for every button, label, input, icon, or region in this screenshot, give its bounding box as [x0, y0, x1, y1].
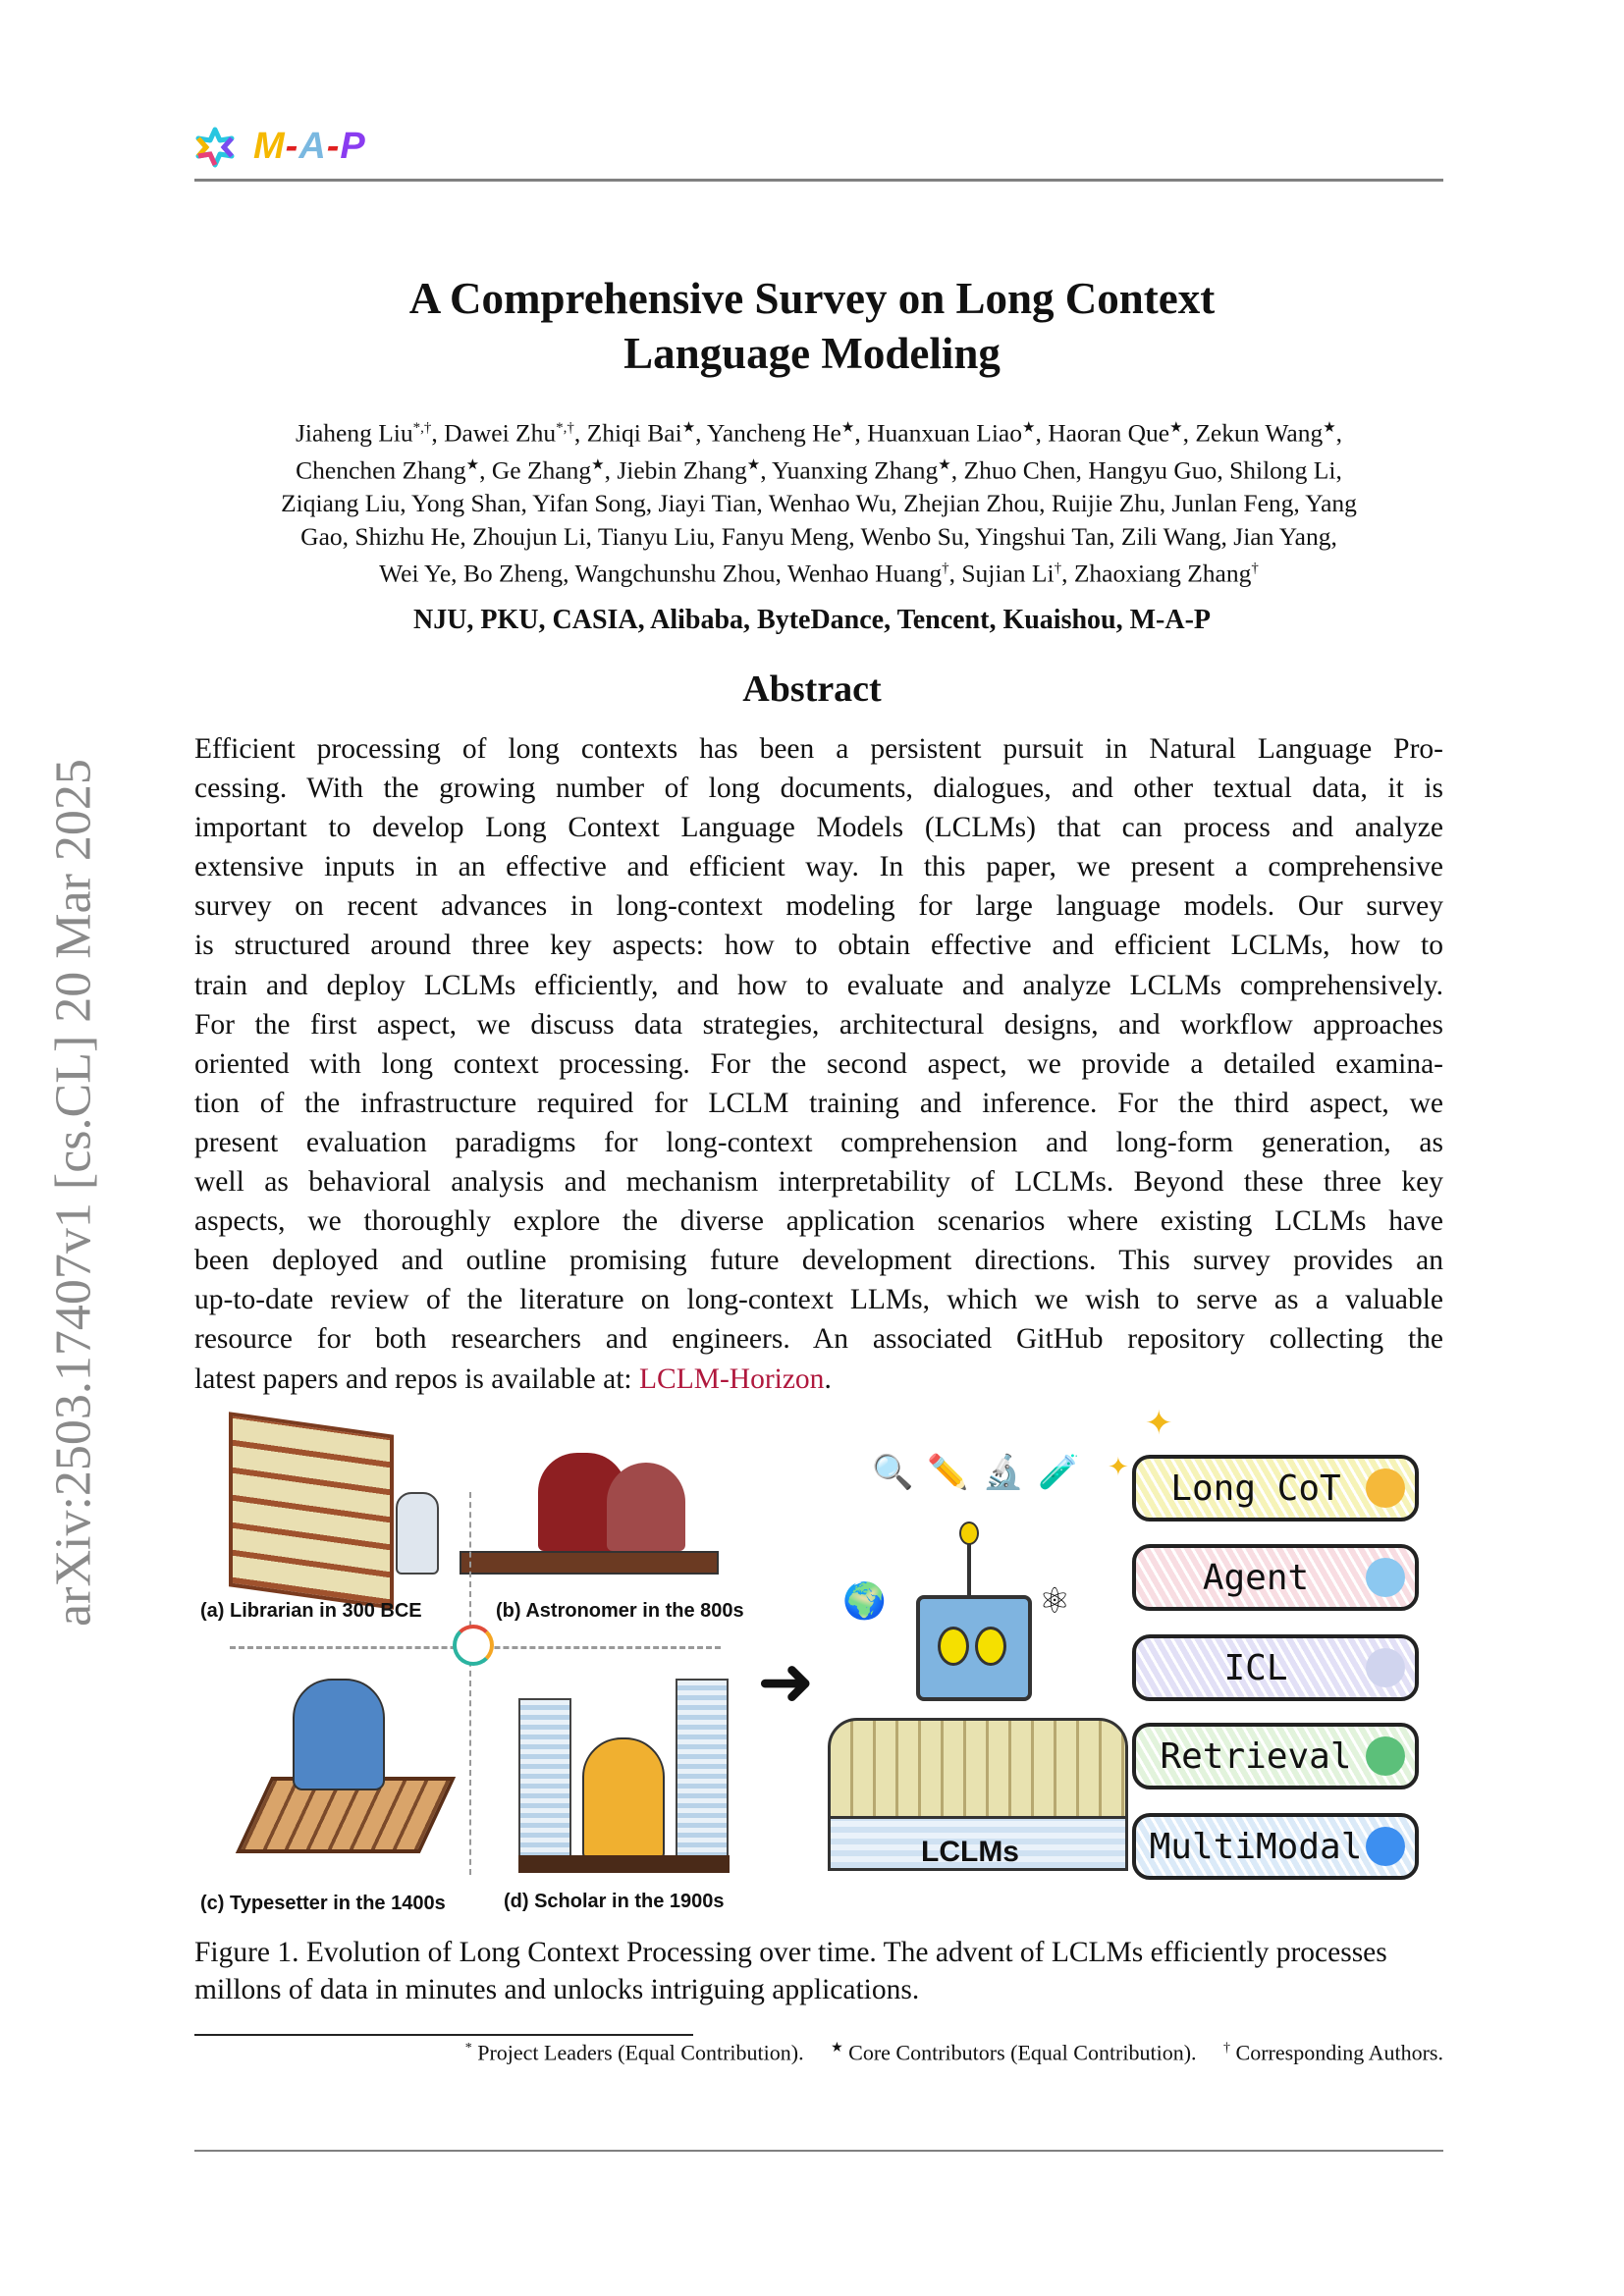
application-agent — [1132, 1544, 1419, 1611]
molecule-icon — [1366, 1558, 1405, 1597]
paper-title — [0, 271, 1624, 381]
gauge-icon — [453, 1625, 494, 1666]
author-name: Chenchen Zhang — [296, 455, 466, 485]
author-name: Wenhao Huang — [786, 559, 943, 588]
author-name: Zhiqi Bai — [586, 418, 682, 448]
author-line: Jiaheng Liu*,†, Dawei Zhu*,†, Zhiqi Bai★, Yancheng He★, Huanxuan Liao★, Haoran Que★, Zekun Wang★, — [295, 418, 1343, 448]
sparkle-icon: ✦ — [1108, 1453, 1129, 1481]
abstract-line: is structured around three key aspects: how to obtain effective and efficient LCLMs, how to — [194, 930, 1443, 962]
application-label: Retrieval — [1160, 1735, 1352, 1777]
map-star-icon — [194, 127, 236, 168]
author-name: Huanxuan Liao — [867, 418, 1022, 448]
abstract-line: Efficient processing of long contexts has been a persistent pursuit in Natural Language Pro- — [194, 733, 1443, 765]
abstract-line: been deployed and outline promising future development directions. This survey provides an — [194, 1245, 1443, 1277]
librarian-illustration — [229, 1412, 394, 1610]
scholar-figure — [582, 1737, 665, 1859]
abstract-line: well as behavioral analysis and mechanism interpretability of LCLMs. Beyond these three key — [194, 1166, 1443, 1199]
typesetter-figure — [293, 1679, 385, 1790]
abstract-line — [194, 1360, 1443, 1399]
abstract-line: oriented with long context processing. For the second aspect, we provide a detailed examina- — [194, 1047, 1443, 1080]
panel-label-c: (c) Typesetter in the 1400s — [200, 1893, 446, 1914]
abstract-line: tion of the infrastructure required for LCLM training and inference. For the third aspect, we — [194, 1087, 1443, 1119]
atom-icon: ⚛ — [1039, 1581, 1071, 1621]
author-name: Ge Zhang — [491, 455, 592, 485]
footer-rule — [194, 2150, 1443, 2152]
abstract-line: up-to-date review of the literature on long-context LLMs, which we wish to serve as a valuable — [194, 1284, 1443, 1316]
panel-divider — [469, 1492, 471, 1875]
author-name: Shilong Li — [1229, 455, 1336, 485]
footnote-item: Project Leaders (Equal Contribution). — [471, 2040, 804, 2065]
footnote-item: Core Contributors (Equal Contribution). — [842, 2040, 1197, 2065]
author-name: Zhaoxiang Zhang — [1073, 559, 1252, 588]
author-name: Bo Zheng — [462, 559, 564, 588]
application-icl — [1132, 1634, 1419, 1701]
author-name: Zekun Wang — [1195, 418, 1324, 448]
figure-caption: Figure 1. Evolution of Long Context Processing over time. The advent of LCLMs efficiently processes millons of data in minutes and unlocks intriguing applications. — [194, 1937, 1387, 2005]
author-name: Sujian Li — [961, 559, 1055, 588]
application-label: MultiModal — [1149, 1826, 1363, 1867]
author-line: Gao, Shizhu He, Zhoujun Li, Tianyu Liu, Fanyu Meng, Wenbo Su, Yingshui Tan, Zili Wang, Jian Yang, — [300, 521, 1337, 551]
author-name: Zhuo Chen — [963, 455, 1076, 485]
author-line: Wei Ye, Bo Zheng, Wangchunshu Zhou, Wenhao Huang†, Sujian Li†, Zhaoxiang Zhang† — [379, 559, 1259, 588]
author-list — [194, 412, 1443, 590]
application-label: Long CoT — [1170, 1468, 1341, 1509]
author-name: Jiebin Zhang — [617, 455, 747, 485]
panel-label-a: (a) Librarian in 300 BCE — [200, 1600, 422, 1622]
author-line: Ziqiang Liu, Yong Shan, Yifan Song, Jiayi Tian, Wenhao Wu, Zhejian Zhou, Ruijie Zhu, Junlan Feng, Yang — [281, 489, 1357, 517]
application-retrieval — [1132, 1723, 1419, 1789]
astronomer-illustration — [460, 1551, 719, 1575]
title-line: Language Modeling — [623, 329, 1001, 378]
abstract-line: aspects, we thoroughly explore the diverse application scenarios where existing LCLMs have — [194, 1205, 1443, 1238]
robot-eye — [975, 1627, 1006, 1666]
abstract-line: train and deploy LCLMs efficiently, and how to evaluate and analyze LCLMs comprehensively. — [194, 969, 1443, 1001]
panel-label-b: (b) Astronomer in the 800s — [496, 1600, 744, 1622]
librarian-figure — [396, 1492, 439, 1575]
tools-icons: 🔍✏️🔬🧪 — [872, 1455, 1094, 1491]
footnote: * Project Leaders (Equal Contribution). ★ Core Contributors (Equal Contribution). † Corresponding Authors. — [464, 2040, 1443, 2065]
abstract-line: extensive inputs in an effective and efficient way. In this paper, we present a comprehensive — [194, 851, 1443, 883]
application-long-cot — [1132, 1455, 1419, 1522]
panel-label-d: (d) Scholar in the 1900s — [504, 1891, 725, 1912]
header-rule — [194, 179, 1443, 182]
magnifier-icon — [1366, 1736, 1405, 1776]
map-logo — [194, 126, 366, 168]
abstract-text: . — [824, 1362, 832, 1395]
example-doc-pen-icon — [1366, 1648, 1405, 1687]
arxiv-stamp: arXiv:2503.17407v1 [cs.CL] 20 Mar 2025 — [45, 759, 102, 1627]
robot-illustration — [916, 1595, 1032, 1701]
footnote-item: Corresponding Authors. — [1230, 2040, 1443, 2065]
globe-icon: 🌍 — [842, 1581, 887, 1621]
abstract-line: resource for both researchers and engineers. An associated GitHub repository collecting the — [194, 1323, 1443, 1356]
scholar-desk — [518, 1855, 730, 1873]
abstract-heading: Abstract — [742, 668, 882, 710]
affiliations: NJU, PKU, CASIA, Alibaba, ByteDance, Tencent, Kuaishou, M-A-P — [412, 605, 1212, 635]
lclm-horizon-link[interactable]: LCLM-Horizon — [639, 1362, 825, 1395]
application-label: Agent — [1202, 1557, 1310, 1598]
author-name: Hangyu Guo — [1088, 455, 1218, 485]
abstract-line: important to develop Long Context Language Models (LCLMs) that can process and analyze — [194, 812, 1443, 844]
author-name: Haoran Que — [1048, 418, 1170, 448]
robot-antenna — [959, 1522, 979, 1545]
abstract-line: present evaluation paradigms for long-context comprehension and long-form generation, as — [194, 1126, 1443, 1158]
author-name: Wangchunshu Zhou — [574, 559, 776, 588]
author-name: Jiaheng Liu — [295, 418, 413, 448]
author-name: Dawei Zhu — [444, 418, 557, 448]
author-name: Yancheng He — [706, 418, 841, 448]
lightbulb-brain-icon — [1366, 1468, 1405, 1508]
abstract-line: cessing. With the growing number of long documents, dialogues, and other textual data, it is — [194, 773, 1443, 805]
play-icon — [1366, 1827, 1405, 1866]
arrow-right-icon: ➜ — [757, 1645, 815, 1721]
scholar-illustration — [676, 1679, 729, 1869]
footnote-rule — [194, 2034, 693, 2036]
astronomer-figures — [607, 1463, 685, 1551]
sparkle-icon: ✦ — [1145, 1406, 1173, 1442]
figure-1 — [194, 1404, 1443, 1924]
lclms-label: LCLMs — [921, 1836, 1019, 1868]
title-line: A Comprehensive Survey on Long Context — [408, 274, 1216, 323]
scholar-illustration — [518, 1698, 571, 1869]
abstract-text: latest papers and repos is available at: — [194, 1362, 639, 1395]
abstract-line: survey on recent advances in long-context modeling for large language models. Our survey — [194, 890, 1443, 923]
author-name: Yuanxing Zhang — [772, 455, 939, 485]
robot-eye — [938, 1627, 969, 1666]
logo-text: M-A-P — [253, 126, 366, 167]
author-name: Wei Ye — [379, 559, 452, 588]
author-line: Chenchen Zhang★, Ge Zhang★, Jiebin Zhang★, Yuanxing Zhang★, Zhuo Chen, Hangyu Guo, Shilong Li, — [296, 455, 1342, 485]
abstract-body — [194, 729, 1443, 1399]
abstract-line: For the first aspect, we discuss data strategies, architectural designs, and workflow approaches — [194, 1008, 1443, 1041]
application-multimodal — [1132, 1813, 1419, 1880]
application-label: ICL — [1223, 1647, 1288, 1688]
